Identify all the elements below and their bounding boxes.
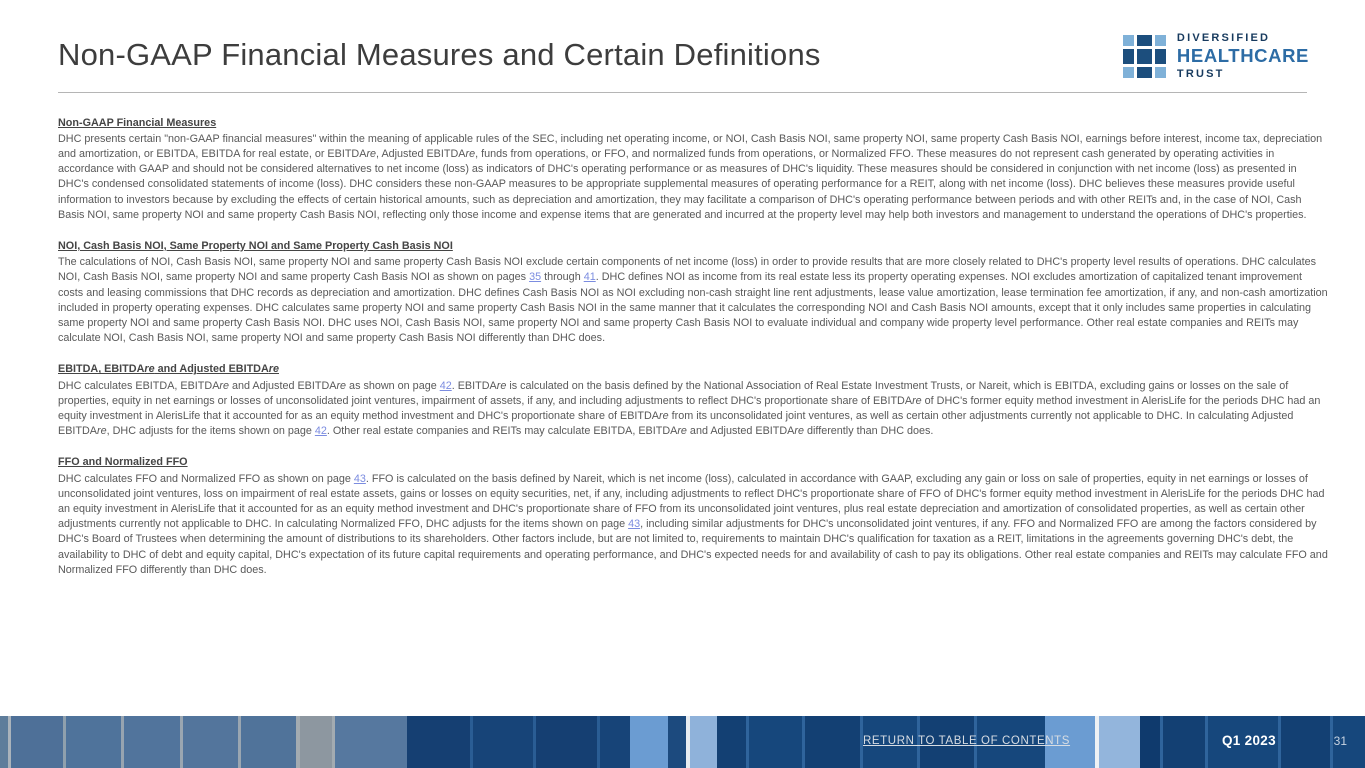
italic-text: re bbox=[336, 379, 347, 392]
section-paragraph: DHC calculates EBITDA, EBITDAre and Adjusted EBITDAre as shown on page 42. EBITDAre is calculated on the basis defined by the National Association of Real Estate Investment Trusts, or Nareit, which is EBITDA, excluding gains or losses on the sale of properties, equity in net earnings or losses of unconsolidated joint ventures, impairment of assets, if any, and including adjustments to reflect DHC's proportionate share of EBITDAre of DHC's former equity method investment in AlerisLife for the periods DHC had an equity investment in AlerisLife that it accounted for as an equity method investment and DHC's proportionate share of EBITDAre from its unconsolidated joint ventures, as well as certain other adjustments currently not applicable to DHC. In calculating Adjusted EBITDAre, DHC adjusts for the items shown on page 42. Other real estate companies and REITs may calculate EBITDA, EBITDAre and Adjusted EBITDAre differently than DHC does. bbox=[58, 379, 1321, 438]
italic-text: re bbox=[219, 379, 230, 392]
footer bbox=[0, 716, 1365, 768]
page-ref-link[interactable]: 35 bbox=[529, 271, 542, 284]
logo-square-dark bbox=[1137, 67, 1152, 78]
page-ref-link[interactable]: 43 bbox=[353, 472, 366, 485]
page-ref-link[interactable]: 43 bbox=[628, 518, 641, 531]
page-ref-link[interactable]: 41 bbox=[583, 271, 596, 284]
quarter-label: Q1 2023 bbox=[1222, 733, 1276, 748]
logo-square-dark bbox=[1137, 35, 1152, 46]
logo-text-healthcare: HEALTHCARE bbox=[1176, 45, 1309, 66]
logo-text-trust: TRUST bbox=[1176, 67, 1225, 80]
dhc-logo-mark-icon bbox=[1123, 35, 1166, 78]
logo-square-dark bbox=[1137, 49, 1152, 64]
logo-square-light bbox=[1123, 35, 1134, 46]
logo-square-light bbox=[1155, 35, 1166, 46]
section-noi-definitions bbox=[58, 239, 1330, 346]
section-non-gaap-financial-measures bbox=[58, 116, 1330, 223]
italic-text: re bbox=[366, 147, 377, 160]
italic-text: re bbox=[97, 425, 107, 438]
dhc-logo bbox=[1123, 33, 1309, 80]
page-number: 31 bbox=[1333, 734, 1347, 748]
content bbox=[0, 93, 1365, 578]
section-ffo-definitions bbox=[58, 455, 1330, 578]
page-ref-link[interactable]: 42 bbox=[314, 425, 327, 438]
italic-text: re bbox=[659, 409, 669, 422]
logo-text bbox=[1177, 33, 1309, 80]
section-heading: FFO and Normalized FFO bbox=[58, 456, 188, 469]
italic-text: re bbox=[912, 394, 922, 407]
logo-square-dark bbox=[1155, 49, 1166, 64]
building-facade-image bbox=[0, 716, 1365, 768]
italic-text: re bbox=[144, 363, 155, 376]
page-ref-link[interactable]: 42 bbox=[439, 379, 452, 392]
italic-text: re bbox=[465, 147, 476, 160]
logo-square-light bbox=[1123, 67, 1134, 78]
return-to-toc-link[interactable]: RETURN TO TABLE OF CONTENTS bbox=[863, 735, 1071, 747]
section-paragraph: The calculations of NOI, Cash Basis NOI, same property NOI and same property Cash Basis NOI exclude certain components of net income (loss) in order to provide results that are more closely related to DHC's property level results of operations. DHC calculates NOI, Cash Basis NOI, same property NOI and same property Cash Basis NOI as shown on pages 35 through 41. DHC defines NOI as income from its real estate less its property operating expenses. NOI excludes amortization of capitalized tenant improvement costs and leasing commissions that DHC records as depreciation and amortization. DHC defines Cash Basis NOI as NOI excluding non-cash straight line rent adjustments, lease value amortization, lease termination fee amortization, if any, and non-cash amortization included in property operating expenses. DHC calculates same property NOI and same property Cash Basis NOI in the same manner that it calculates the corresponding NOI and Cash Basis NOI amounts, except that it only includes same properties in calculating same property NOI and same property Cash Basis NOI. DHC uses NOI, Cash Basis NOI, same property NOI and same property Cash Basis NOI to evaluate individual and company wide property level performance. Other real estate companies and REITs may calculate NOI, Cash Basis NOI, same property NOI and same property Cash Basis NOI differently than DHC does. bbox=[58, 256, 1328, 345]
section-paragraph: DHC presents certain "non-GAAP financial measures" within the meaning of applicable rules of the SEC, including net operating income, or NOI, Cash Basis NOI, same property NOI, same property Cash Basis NOI, earnings before interest, income tax, depreciation and amortization, or EBITDA, EBITDA for real estate, or EBITDAre, Adjusted EBITDAre, funds from operations, or FFO, and normalized funds from operations, or Normalized FFO. These measures do not represent cash generated by operating activities in accordance with GAAP and should not be considered alternatives to net income (loss) as indicators of DHC's operating performance or as measures of DHC's liquidity. These measures should be considered in conjunction with net income (loss) as presented in DHC's condensed consolidated statements of income (loss). DHC considers these non-GAAP measures to be appropriate supplemental measures of operating performance for a REIT, along with net income (loss). DHC believes these measures provide useful information to investors because by excluding the effects of certain historical amounts, such as depreciation and amortization, they may facilitate a comparison of DHC's operating performance between periods and with other REITs and, in the case of NOI, Cash Basis NOI, same property NOI and same property Cash Basis NOI, reflecting only those income and expense items that are generated and incurred at the property level may help both investors and management to understand the operations of DHC's properties. bbox=[58, 132, 1323, 221]
italic-text: re bbox=[496, 379, 507, 392]
section-heading: NOI, Cash Basis NOI, Same Property NOI and Same Property Cash Basis NOI bbox=[58, 239, 453, 252]
section-paragraph: DHC calculates FFO and Normalized FFO as shown on page 43. FFO is calculated on the basis defined by Nareit, which is net income (loss), calculated in accordance with GAAP, excluding any gain or loss on sale of properties, equity in net earnings or losses of unconsolidated joint ventures, loss on impairment of real estate assets, gains or losses on equity securities, net, if any, including adjustments to reflect DHC's proportionate share of FFO of DHC's former equity method investment in AlerisLife for the periods DHC had an equity investment in AlerisLife that it accounted for as an equity method investment and DHC's proportionate share of FFO from its unconsolidated joint ventures, plus real estate depreciation and amortization of consolidated properties, as well as certain other adjustments currently not applicable to DHC. In calculating Normalized FFO, DHC adjusts for the items shown on page 43, including similar adjustments for DHC's unconsolidated joint ventures, if any. FFO and Normalized FFO are among the factors considered by DHC's Board of Trustees when determining the amount of distributions to its shareholders. Other factors include, but are not limited to, requirements to maintain DHC's qualification for taxation as a REIT, limitations in the agreements governing DHC's debt, the availability to DHC of debt and equity capital, DHC's expectation of its future capital requirements and operating performance, and DHC's expected needs for and availability of cash to pay its obligations. Other real estate companies and REITs may calculate FFO and Normalized FFO differently than DHC does. bbox=[58, 472, 1328, 576]
slide-header bbox=[0, 0, 1365, 80]
section-heading: EBITDA, EBITDAre and Adjusted EBITDAre bbox=[58, 363, 279, 376]
logo-square-light bbox=[1155, 67, 1166, 78]
italic-text: re bbox=[794, 425, 804, 438]
section-ebitda-definitions bbox=[58, 362, 1330, 439]
section-heading: Non-GAAP Financial Measures bbox=[58, 116, 217, 129]
logo-text-diversified: DIVERSIFIED bbox=[1176, 32, 1271, 44]
page-title: Non-GAAP Financial Measures and Certain Definitions bbox=[58, 37, 821, 72]
italic-text: re bbox=[677, 425, 687, 438]
italic-text: re bbox=[268, 363, 279, 376]
logo-square-dark bbox=[1123, 49, 1134, 64]
